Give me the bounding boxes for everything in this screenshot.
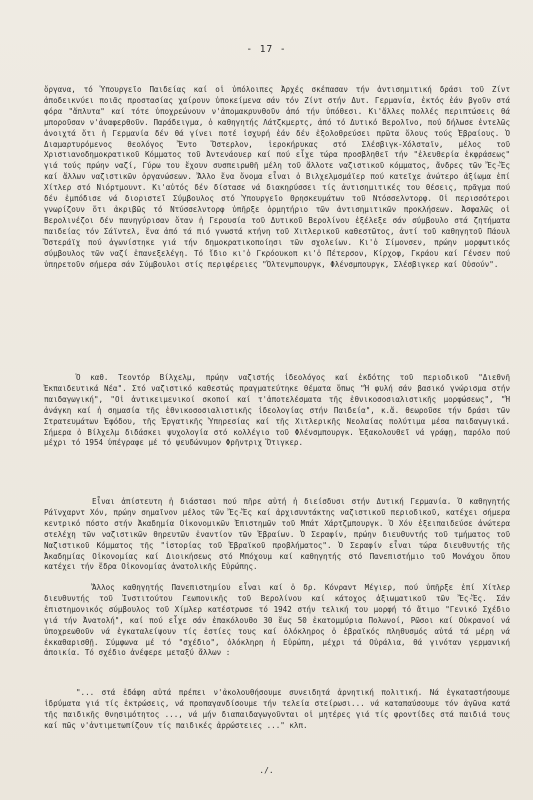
paragraph-text: Ὁ καθ. Τεοντόρ Βίλχελμ, πρώην ναζιστής ἰδεολόγος καί ἐκδότης τοῦ περιοδικοῦ "Διεθνῆ Ἐκπαιδευτικά Νέα". Στό ναζιστικό καθεστώς πραγματεύτηκε θέματα ὅπως "Ἡ φυλή σάν βασικό γνώρισμα στήν παιδαγωγική", "Οἱ ἀντικειμενικοί σκοποί καί τ'ἀποτελέσματα τῆς ἐθνικοσοσιαλιστικῆς μορφώσεως", "Ἡ ἀνάγκη καί ἡ σημασία τῆς ἐθνικοσοσιαλιστικῆς ἰδεολογίας στήν Παιδεία", κ.ἄ. θεωροῦσε τήν δράσι τῶν Στρατευμάτων Ἐφόδου, τῆς Ἐργατικῆς Ὑπηρεσίας καί τῆς Χιτλερικῆς Νεολαίας πολύτιμα μέσα παιδαγωγικά. Σήμερα ὁ Βίλχελμ διδάσκει ψυχολογία στό κολλέγιο τοῦ Φλένσμπουργκ. Ἐξακολουθεῖ νά γράφῃ, παρόλο πού μέχρι τό 1954 ὑπέγραφε μέ τό ψευδώνυμον Φρῆντριχ Ὄτιγκερ. [44, 373, 510, 448]
continuation-mark: ./. [259, 766, 274, 775]
paragraph-2 [44, 373, 510, 449]
paragraph-text: Εἶναι ἀπίστευτη ἡ διάστασι πού πῆρε αὐτή ἡ διείσδυσι στήν Δυτική Γερμανία. Ὁ καθηγητής Ράϊνχαρντ Χόν, πρώην σημαῖνον μέλος τῶν Ἔς-Ἔς καί ἀρχισυντάκτης ναζιστικοῦ περιοδικοῦ, κατέχει σήμερα κεντρικό πόστο στήν Ἀκαδημία Οἰκονομικῶν Ἐπιστημῶν τοῦ Μπάτ Χάρτζμπουργκ. Ὁ Χόν ἐξειπαιδεύσε ἀνώτερα στελέχη τῶν ναζιστικῶν θηρευτῶν ἐναντίον τῶν Ἑβραίων. Ὁ Σεραφίν, πρώην διευθυντής τοῦ τμήματος τοῦ Ναζιστικοῦ Κόμματος τῆς "ἱστορίας τοῦ Ἑβραϊκοῦ προβλήματος". Ὁ Σεραφίν εἶναι τώρα διευθυντής τῆς Ἀκαδημίας Οἰκονομίας καί Διοικήσεως στό Μπόχουμ καί καθηγητής στό Πανεπιστήμιο τοῦ Μονάχου ὅπου κατέχει τήν ἕδρα Οἰκονομίας ἀνατολικῆς Εὐρώπης. [44, 497, 510, 572]
paragraph-4 [44, 583, 510, 659]
paragraph-text: ὄργανα, τό Ὑπουργεῖο Παιδείας καί οἱ ὑπόλοιπες Ἀρχές σκέπασαν τήν ἀντισημιτική δράσι τοῦ Ζίντ ἀποδεικνύει ποιᾶς προστασίας χαίρουν ὑποκείμενα σάν τόν Ζίντ στήν Δυτ. Γερμανία, ἐκτός ἐάν βγοῦν στά φόρα "ἄπλυτα" καί τότε ὑποχρεώνουν ν'ἀπομακρυνθοῦν ἀπό τήν ὑπόθεσι. Κι'ἄλλες πολλές περιπτώσεις θά μποροῦσαν ν'ἀναφερθοῦν. Παράδειγμα, ὁ καθηγητής Λάτζκμερτς, ἀπό τό Δυτικό Βερολῖνο, πού δήλωσε ἐντελῶς ἀνοιχτά ὅτι ἡ Γερμανία δέν θά γίνει ποτέ ἰσχυρή ἐάν δέν ἐξολοθρεύσει πρῶτα ὅλους τούς Ἑβραίους. Ὁ Διαμαρτυρόμενος θεολόγος Ἔντο Ὄστερλον, ἱεροκήρυκας στό Σλέσβιγκ-Χόλσταϊν, μέλος τοῦ Χριστιανοδημοκρατικοῦ Κόμματος τοῦ Ἀντενάουερ καί πού εἶχε τώρα προσβληθεῖ τήν "ἐλευθερία ἐκφράσεως" γιά τούς πρώην ναζί, Γύρω του ἔχουν συσπειρωθῆ μέλη τοῦ ἄλλοτε ναζιστικοῦ κόμματος, ἄνδρες τῶν Ἔς-Ἔς καί ἄλλων ναζιστικῶν ὀργανώσεων. Ἄλλο ἕνα ὄνομα εἶναι ὁ Βιλχελμσμάϊερ πού κατεῖχε ἀνώτερο ἀξίωμα ἐπί Χίτλερ στό Νιόρτμουντ. Κι'αὐτός δέν δίστασε νά διακηρύσσει τίς ἀντισημιτικές του θέσεις, πρᾶγμα πού δέν ἐμπόδισε νά διοριστεῖ Σύμβουλος στό Ὑπουργεῖο Θρησκευμάτων τοῦ Ντόσσελντορφ. Οἱ περισσότεροι γνωρίζουν ὅτι ἀκριβῶς τό Ντύσσελντορφ ὑπῆρξε ὁρμητήριο τῶν ἀντισημιτικῶν προκλήσεων. Ἀσφαλῶς οἱ Βερολινέζοι δέν πανηγύρισαν ὅταν ἡ Γερουσία τοῦ Δυτικοῦ Βερολίνου ἐξέλεξε σάν σύμβουλο στά ζητήματα παιδείας τόν Σάϊντελ, ἕνα ἀπό τά πιό γνωστά κτήνη τοῦ Χιτλερικοῦ καθεστῶτος, ἀντί τοῦ καθηγητοῦ Πάουλ Ὄστεράϊχ πού ἀγωνίστηκε γιά τήν δημοκρατικοποίησι τῶν σχολείων. Κι'ὁ Σίμονσεν, πρώην μορφωτικός σύμβουλος τῶν ναζί ἐπανεξελέγη. Τό ἴδιο κι'ὁ Γκρόουκοπ κι'ὁ Πέτερσον, Κίρχοφ, Γκράου καί Γένσεν πού ὑπηρετοῦν σήμερα σάν Σύμβουλοι στίς περιφέρειες "Ὀλτενμπουργκ, Φλένσμπουργκ, Σλέσβιγκερ καί Οὐσούν". [44, 85, 510, 269]
paragraph-text: Ἄλλος καθηγητής Πανεπιστημίου εἶναι καί ὁ δρ. Κόνραντ Μέγιερ, πού ὑπῆρξε ἐπί Χίτλερ διευθυντής τοῦ Ἰνστιτούτου Γεωπονικῆς τοῦ Βερολίνου καί κάτοχος ἀξιωματικοῦ τῶν Ἔς-Ἔς. Σάν ἐπιστημονικός σύμβουλος τοῦ Χίμλερ κατέστρωσε τό 1942 στήν τελική του μορφή τό ἄτιμο "Γενικό Σχέδιο γιά τήν Ἀνατολή", καί πού εἶχε σάν ἐπακόλουθο 30 ἕως 50 ἑκατομμύρια Πολωνοί, Ρῶσοι καί Οὐκρανοί νά ὑποχρεωθοῦν νά ἐγκαταλείψουν τίς ἑστίες τους καί ὁλόκληρος ὁ ἑβραϊκός πληθυσμός αὐτά τά μέρη νά ἐκκαθαρισθῇ. Σύμφωνα μέ τό "σχέδιο", ὁλόκληρη ἡ Εὐρώπη, μέχρι τά Οὐράλια, θά γινόταν γερμανική ἀποικία. Τό σχέδιο ἀνέφερε μεταξύ ἄλλων : [44, 583, 510, 658]
paragraph-3 [44, 497, 510, 573]
quotation [44, 688, 510, 732]
paragraph-1 [44, 85, 510, 270]
quotation-text: "... στά ἐδάφη αὐτά πρέπει ν'ἀκολουθήσουμε συνειδητά ἀρνητική πολιτική. Νά ἐγκαταστήσουμε ἱδρύματα γιά τίς ἐκτρώσεις, νά προπαγανδίσουμε τήν τελεία στείρωσι... νά καταπαύσουμε τόν ἀγῶνα κατά τῆς παιδικῆς θνησιμότητος ..., νά μήν διαπαιδαγωγοῦνται οἱ μητέρες γιά τίς φροντίδες στά παιδιά τους καί πῶς ν'ἀντιμετωπίζουν τίς παιδικές ἀρρώστειες ..." κλπ. [44, 688, 510, 730]
page-number: - 17 - [246, 44, 287, 55]
